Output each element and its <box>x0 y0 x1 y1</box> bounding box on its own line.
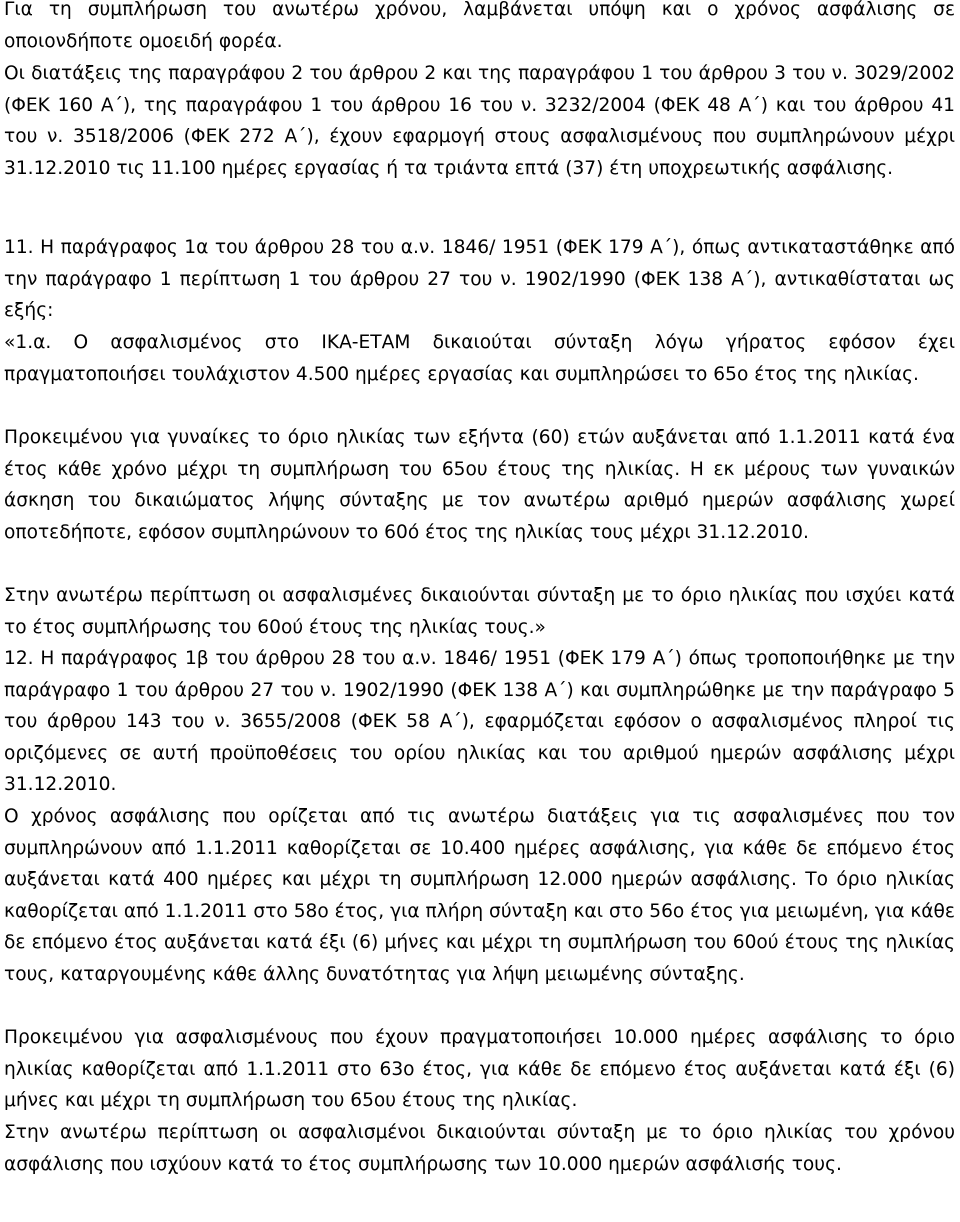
paragraph-women-age-limit-case: Στην ανωτέρω περίπτωση οι ασφαλισμένες δικαιούνται σύνταξη με το όριο ηλικίας που ισχύει κατά το έτος συμπλήρωσης του 60ού έτους της ηλικίας τους.» <box>4 585 955 638</box>
paragraph-11-heading: 11. Η παράγραφος 1α του άρθρου 28 του α.ν. 1846/ 1951 (ΦΕΚ 179 Α΄), όπως αντικαταστάθηκε από την παράγραφο 1 περίπτωση 1 του άρθρου 27 του ν. 1902/1990 (ΦΕΚ 138 Α΄), αντικαθίσταται ως εξής: <box>4 237 955 321</box>
paragraph-10000-days-case: Στην ανωτέρω περίπτωση οι ασφαλισμένοι δικαιούνται σύνταξη με το όριο ηλικίας του χρόνου ασφάλισης που ισχύουν κατά το έτος συμπλήρωσης των 10.000 ημερών ασφάλισής τους. <box>4 1122 955 1175</box>
paragraph-10000-days-age-limit: Προκειμένου για ασφαλισμένους που έχουν πραγματοποιήσει 10.000 ημέρες ασφάλισης το όριο ηλικίας καθορίζεται από 1.1.2011 στο 63ο έτος, για κάθε δε επόμενο έτος αυξάνεται κατά έξι (6) μήνες και μέχρι τη συμπλήρωση του 65ου έτους της ηλικίας. <box>4 1027 955 1111</box>
paragraph-1a-pension-eligibility: «1.α. Ο ασφαλισμένος στο ΙΚΑ-ΕΤΑΜ δικαιούται σύνταξη λόγω γήρατος εφόσον έχει πραγματοποιήσει τουλάχιστον 4.500 ημέρες εργασίας και συμπληρώσει το 65ο έτος της ηλικίας. <box>4 332 955 385</box>
paragraph-12-heading: 12. Η παράγραφος 1β του άρθρου 28 του α.ν. 1846/ 1951 (ΦΕΚ 179 Α΄) όπως τροποποιήθηκε με την παράγραφο 1 του άρθρου 27 του ν. 1902/1990 (ΦΕΚ 138 Α΄) και συμπληρώθηκε με την παράγραφο 5 του άρθρου 143 του ν. 3655/2008 (ΦΕΚ 58 Α΄), εφαρμόζεται εφόσον ο ασφαλισμένος πληροί τις οριζόμενες σε αυτή προϋποθέσεις του ορίου ηλικίας και του αριθμού ημερών ασφάλισης μέχρι 31.12.2010. <box>4 648 955 795</box>
paragraph-applicable-provisions: Οι διατάξεις της παραγράφου 2 του άρθρου 2 και της παραγράφου 1 του άρθρου 3 του ν. 3029/2002 (ΦΕΚ 160 Α΄), της παραγράφου 1 του άρθρου 16 του ν. 3232/2004 (ΦΕΚ 48 Α΄) και του άρθρου 41 του ν. 3518/2006 (ΦΕΚ 272 Α΄), έχουν εφαρμογή στους ασφαλισμένους που συμπληρώνουν μέχρι 31.12.2010 τις 11.100 ημέρες εργασίας ή τα τριάντα επτά (37) έτη υποχρεωτικής ασφάλισης. <box>4 63 955 179</box>
paragraph-insurance-time-note: Για τη συμπλήρωση του ανωτέρω χρόνου, λαμβάνεται υπόψη και ο χρόνος ασφάλισης σε οποιονδήποτε ομοειδή φορέα. <box>4 0 955 52</box>
paragraph-insurance-days-schedule: Ο χρόνος ασφάλισης που ορίζεται από τις ανωτέρω διατάξεις για τις ασφαλισμένες που τον συμπληρώνουν από 1.1.2011 καθορίζεται σε 10.400 ημέρες ασφάλισης, για κάθε δε επόμενο έτος αυξάνεται κατά 400 ημέρες και μέχρι τη συμπλήρωση 12.000 ημερών ασφάλισης. Το όριο ηλικίας καθορίζεται από 1.1.2011 στο 58ο έτος, για πλήρη σύνταξη και στο 56ο έτος για μειωμένη, για κάθε δε επόμενο έτος αυξάνεται κατά έξι (6) μήνες και μέχρι τη συμπλήρωση του 60ού έτους της ηλικίας τους, καταργουμένης κάθε άλλης δυνατότητας για λήψη μειωμένης σύνταξης. <box>4 806 955 985</box>
paragraph-women-age-limit: Προκειμένου για γυναίκες το όριο ηλικίας των εξήντα (60) ετών αυξάνεται από 1.1.2011 κατά ένα έτος κάθε χρόνο μέχρι τη συμπλήρωση του 65ου έτους της ηλικίας. Η εκ μέρους των γυναικών άσκηση του δικαιώματος λήψης σύνταξης με τον ανωτέρω αριθμό ημερών ασφάλισης χωρεί οποτεδήποτε, εφόσον συμπληρώνουν το 60ό έτος της ηλικίας τους μέχρι 31.12.2010. <box>4 427 955 543</box>
